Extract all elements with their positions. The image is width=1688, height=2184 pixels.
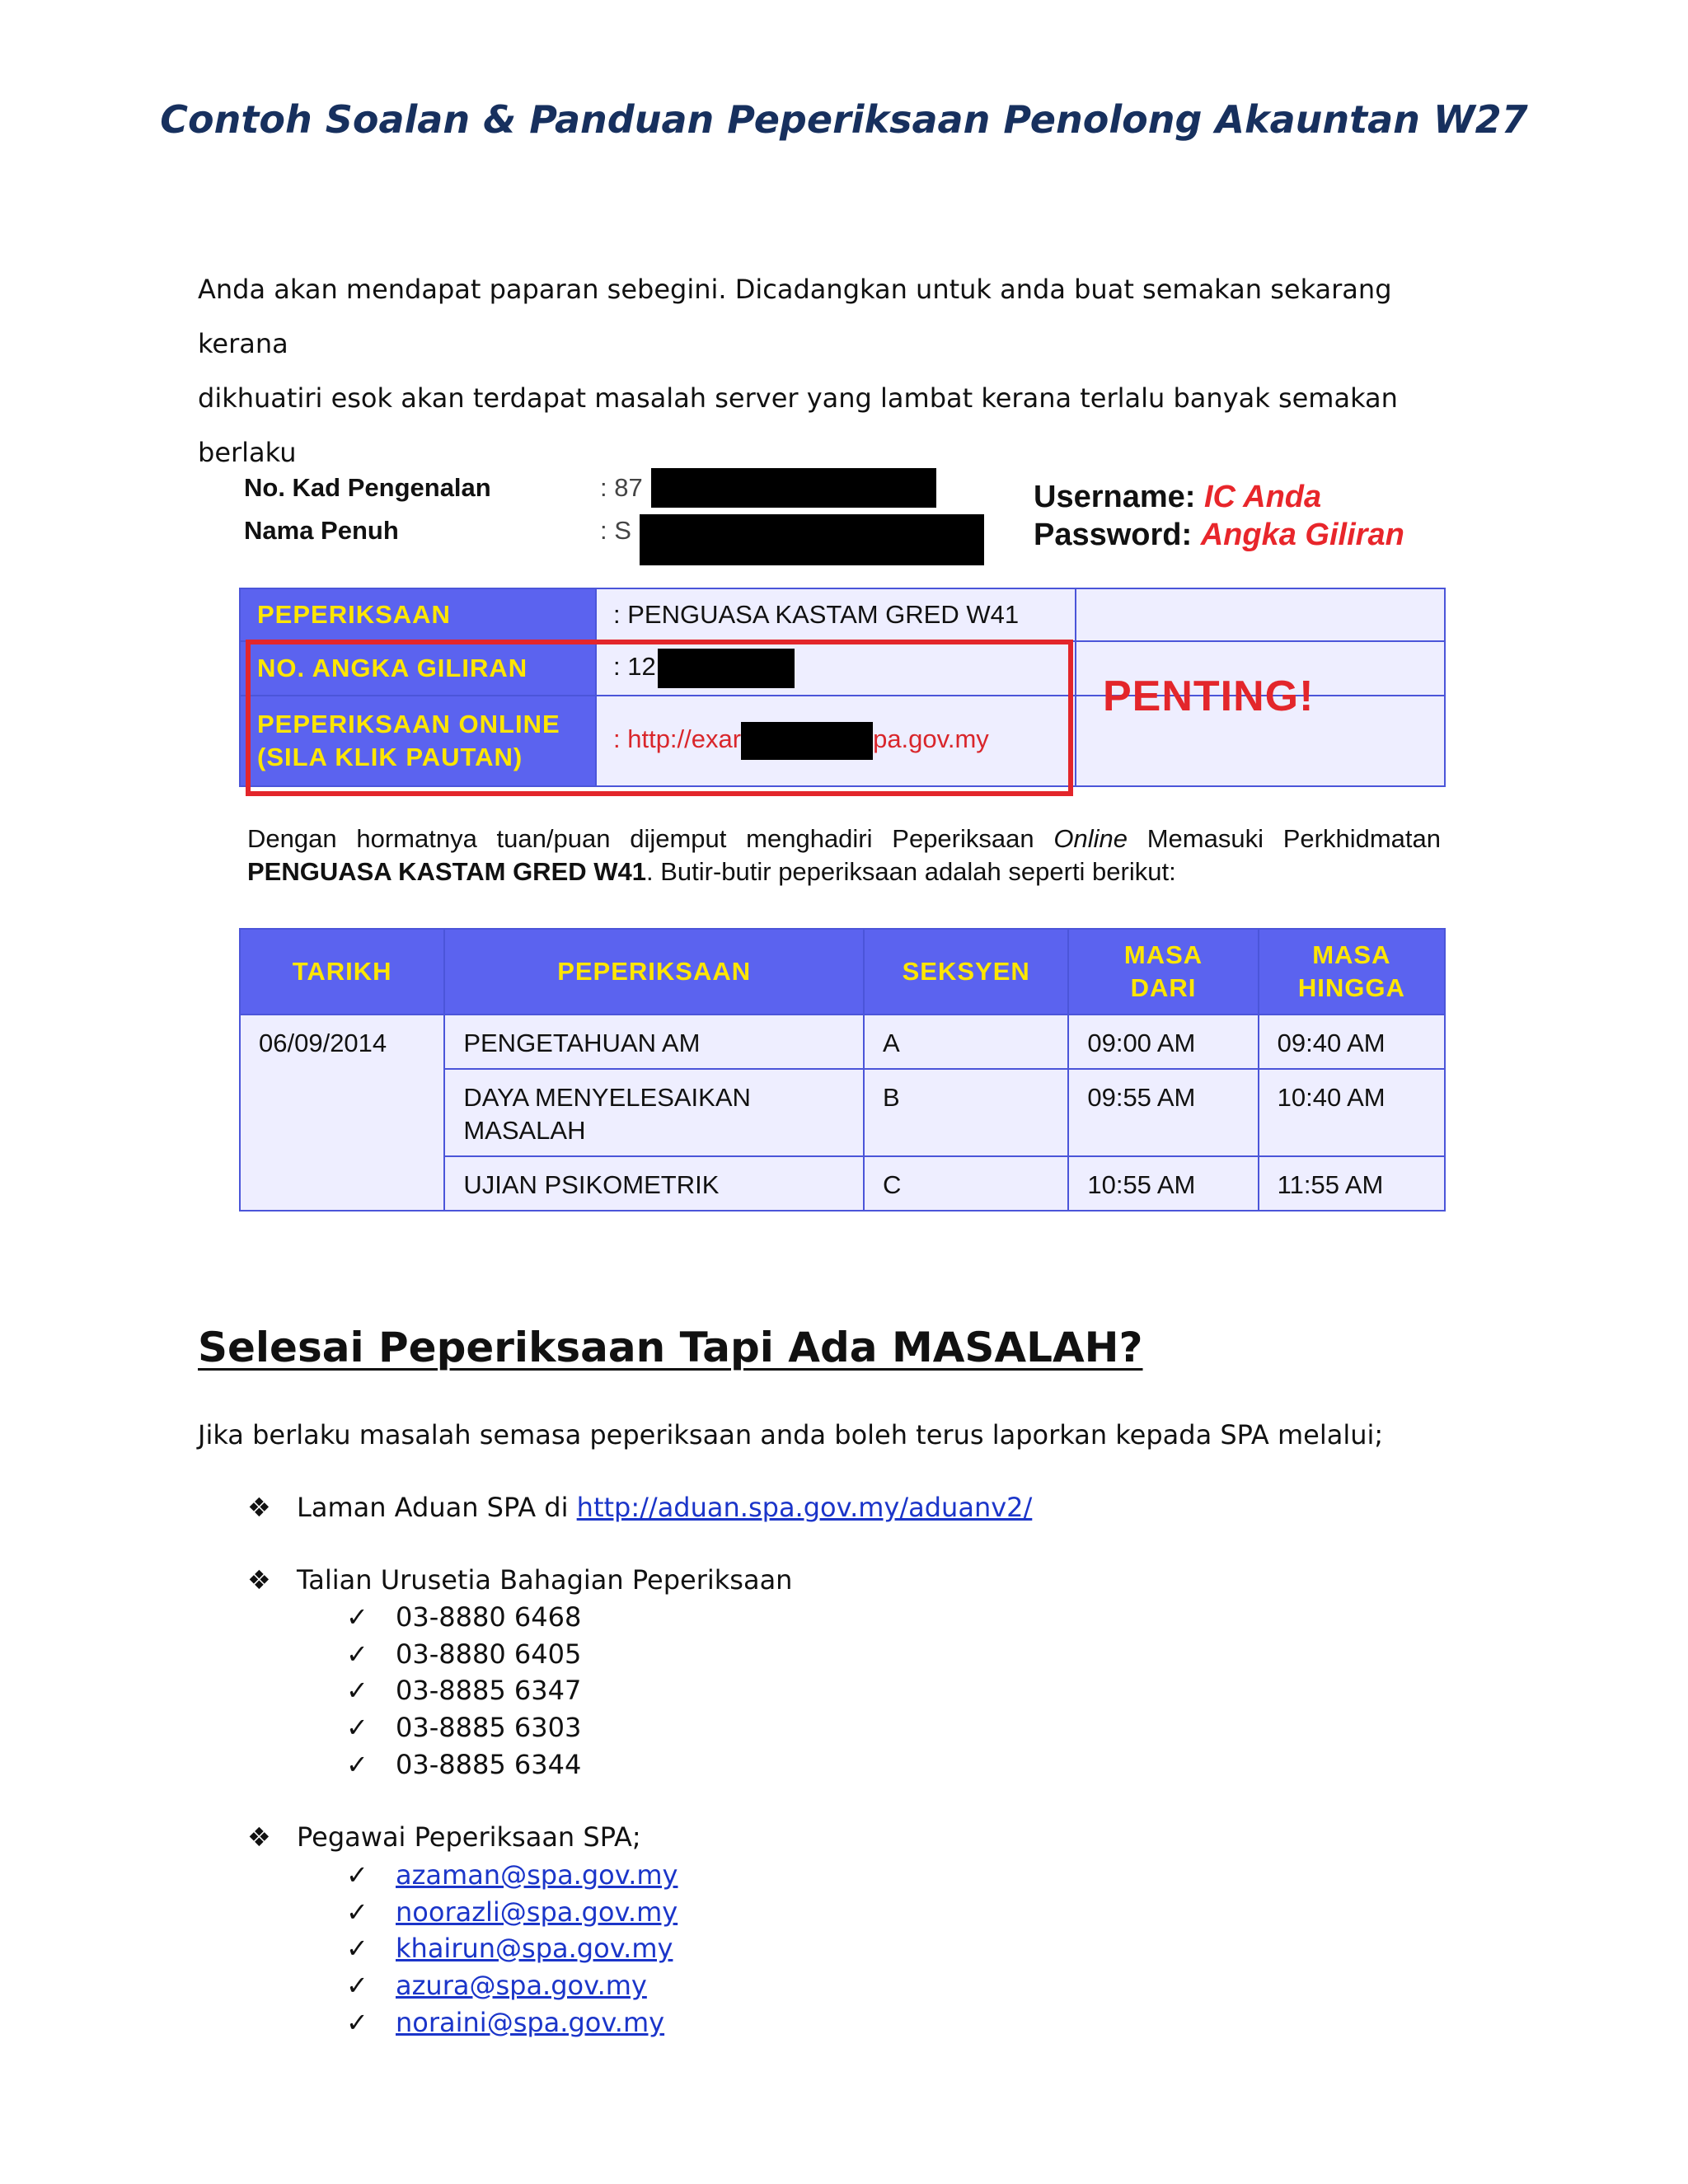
time-from-cell: 09:00 AM — [1068, 1015, 1258, 1069]
check-icon: ✓ — [346, 1749, 368, 1780]
bullet-text: Laman Aduan SPA di — [297, 1492, 577, 1523]
info-value: : PENGUASA KASTAM GRED W41 — [596, 588, 1076, 641]
check-icon: ✓ — [346, 1933, 368, 1964]
info-key: PEPERIKSAAN — [240, 588, 596, 641]
intro-line-2: dikhuatiri esok akan terdapat masalah server yang lambat kerana terlalu banyak semakan berlaku — [198, 382, 1398, 468]
check-icon: ✓ — [346, 1896, 368, 1928]
check-icon: ✓ — [346, 1859, 368, 1891]
list-item — [346, 1601, 841, 1638]
list-item — [247, 1492, 1401, 1528]
table-row — [240, 1015, 1445, 1069]
exam-schedule-table — [239, 928, 1446, 1212]
invite-part: Memasuki Perkhidmatan — [1127, 824, 1441, 853]
name-value: : S — [600, 516, 631, 545]
time-from-cell: 10:55 AM — [1068, 1156, 1258, 1211]
check-icon: ✓ — [346, 1601, 368, 1633]
bullet-text: Talian Urusetia Bahagian Peperiksaan — [297, 1564, 793, 1596]
username-label: Username: — [1034, 480, 1196, 514]
col-header: TARIKH — [240, 929, 444, 1015]
list-item — [247, 1821, 1401, 1858]
check-icon: ✓ — [346, 1638, 368, 1670]
phone-number: 03-8885 6344 — [396, 1749, 582, 1780]
username-hint — [1034, 480, 1321, 515]
invite-italic: Online — [1053, 824, 1128, 853]
list-item — [346, 1712, 841, 1748]
time-to-cell: 10:40 AM — [1259, 1069, 1445, 1156]
exam-url-prefix[interactable]: : http://exar — [613, 724, 742, 754]
document-title: Contoh Soalan & Panduan Peperiksaan Penolong Akauntan W27 — [160, 97, 1528, 142]
ic-label: No. Kad Pengenalan — [244, 473, 491, 502]
phone-number: 03-8885 6303 — [396, 1712, 582, 1743]
exam-url-suffix[interactable]: pa.gov.my — [873, 724, 989, 754]
col-header: MASA HINGGA — [1259, 929, 1445, 1015]
section-cell: A — [864, 1015, 1068, 1069]
date-cell: 06/09/2014 — [240, 1015, 444, 1211]
list-item — [346, 2007, 923, 2043]
name-label: Nama Penuh — [244, 516, 399, 545]
diamond-bullet-icon: ❖ — [247, 1492, 271, 1523]
intro-line-1: Anda akan mendapat paparan sebegini. Dicadangkan untuk anda buat semakan sekarang kerana — [198, 274, 1392, 359]
schedule-header-row — [240, 929, 1445, 1015]
section-paragraph: Jika berlaku masalah semasa peperiksaan anda boleh terus laporkan kepada SPA melalui; — [198, 1419, 1384, 1451]
highlight-box — [246, 640, 1073, 796]
time-to-cell: 11:55 AM — [1259, 1156, 1445, 1211]
exam-cell: UJIAN PSIKOMETRIK — [444, 1156, 864, 1211]
check-icon: ✓ — [346, 1712, 368, 1743]
email-link[interactable]: noorazli@spa.gov.my — [396, 1896, 678, 1928]
username-value: IC Anda — [1203, 480, 1322, 514]
phone-number: 03-8885 6347 — [396, 1675, 582, 1706]
complaint-link[interactable]: http://aduan.spa.gov.my/aduanv2/ — [576, 1492, 1033, 1523]
col-header: SEKSYEN — [864, 929, 1068, 1015]
check-icon: ✓ — [346, 2007, 368, 2038]
diamond-bullet-icon: ❖ — [247, 1821, 271, 1853]
time-from-cell: 09:55 AM — [1068, 1069, 1258, 1156]
list-item — [346, 1638, 841, 1675]
list-item — [346, 1933, 923, 1969]
time-to-cell: 09:40 AM — [1259, 1015, 1445, 1069]
email-link[interactable]: khairun@spa.gov.my — [396, 1933, 673, 1964]
roll-number-value: : 12 — [613, 652, 656, 682]
section-heading: Selesai Peperiksaan Tapi Ada MASALAH? — [198, 1324, 1143, 1371]
list-item — [346, 1749, 841, 1785]
redaction-bar — [640, 514, 984, 565]
invitation-text — [247, 823, 1441, 888]
list-item — [346, 1675, 841, 1711]
email-link[interactable]: noraini@spa.gov.my — [396, 2007, 665, 2038]
phone-number: 03-8880 6468 — [396, 1601, 582, 1633]
list-item — [247, 1564, 1401, 1601]
col-header: MASA DARI — [1068, 929, 1258, 1015]
email-link[interactable]: azura@spa.gov.my — [396, 1970, 647, 2001]
check-icon: ✓ — [346, 1970, 368, 2001]
info-key: PEPERIKSAAN ONLINE (SILA KLIK PAUTAN) — [240, 696, 596, 786]
diamond-bullet-icon: ❖ — [247, 1564, 271, 1596]
check-icon: ✓ — [346, 1675, 368, 1706]
info-key: NO. ANGKA GILIRAN — [240, 641, 596, 696]
important-label: PENTING! — [1103, 673, 1315, 720]
info-row — [240, 588, 1445, 641]
col-header: PEPERIKSAAN — [444, 929, 864, 1015]
redaction-bar — [651, 468, 936, 508]
invite-part: . Butir-butir peperiksaan adalah seperti berikut: — [645, 857, 1176, 886]
password-label: Password: — [1034, 518, 1193, 552]
list-item — [346, 1859, 923, 1896]
exam-cell: PENGETAHUAN AM — [444, 1015, 864, 1069]
ic-value: : 87 — [600, 473, 643, 502]
phone-number: 03-8880 6405 — [396, 1638, 582, 1670]
exam-cell: DAYA MENYELESAIKAN MASALAH — [444, 1069, 864, 1156]
password-hint — [1034, 518, 1404, 553]
invite-part: Dengan hormatnya tuan/puan dijemput menghadiri Peperiksaan — [247, 824, 1054, 853]
section-cell: C — [864, 1156, 1068, 1211]
info-blank — [1076, 588, 1445, 641]
list-item — [346, 1970, 923, 2006]
intro-paragraph — [198, 262, 1434, 480]
invite-bold: PENGUASA KASTAM GRED W41 — [247, 857, 646, 886]
list-item — [346, 1896, 923, 1933]
section-cell: B — [864, 1069, 1068, 1156]
email-link[interactable]: azaman@spa.gov.my — [396, 1859, 678, 1891]
password-value: Angka Giliran — [1200, 518, 1404, 552]
bullet-text: Pegawai Peperiksaan SPA; — [297, 1821, 641, 1853]
